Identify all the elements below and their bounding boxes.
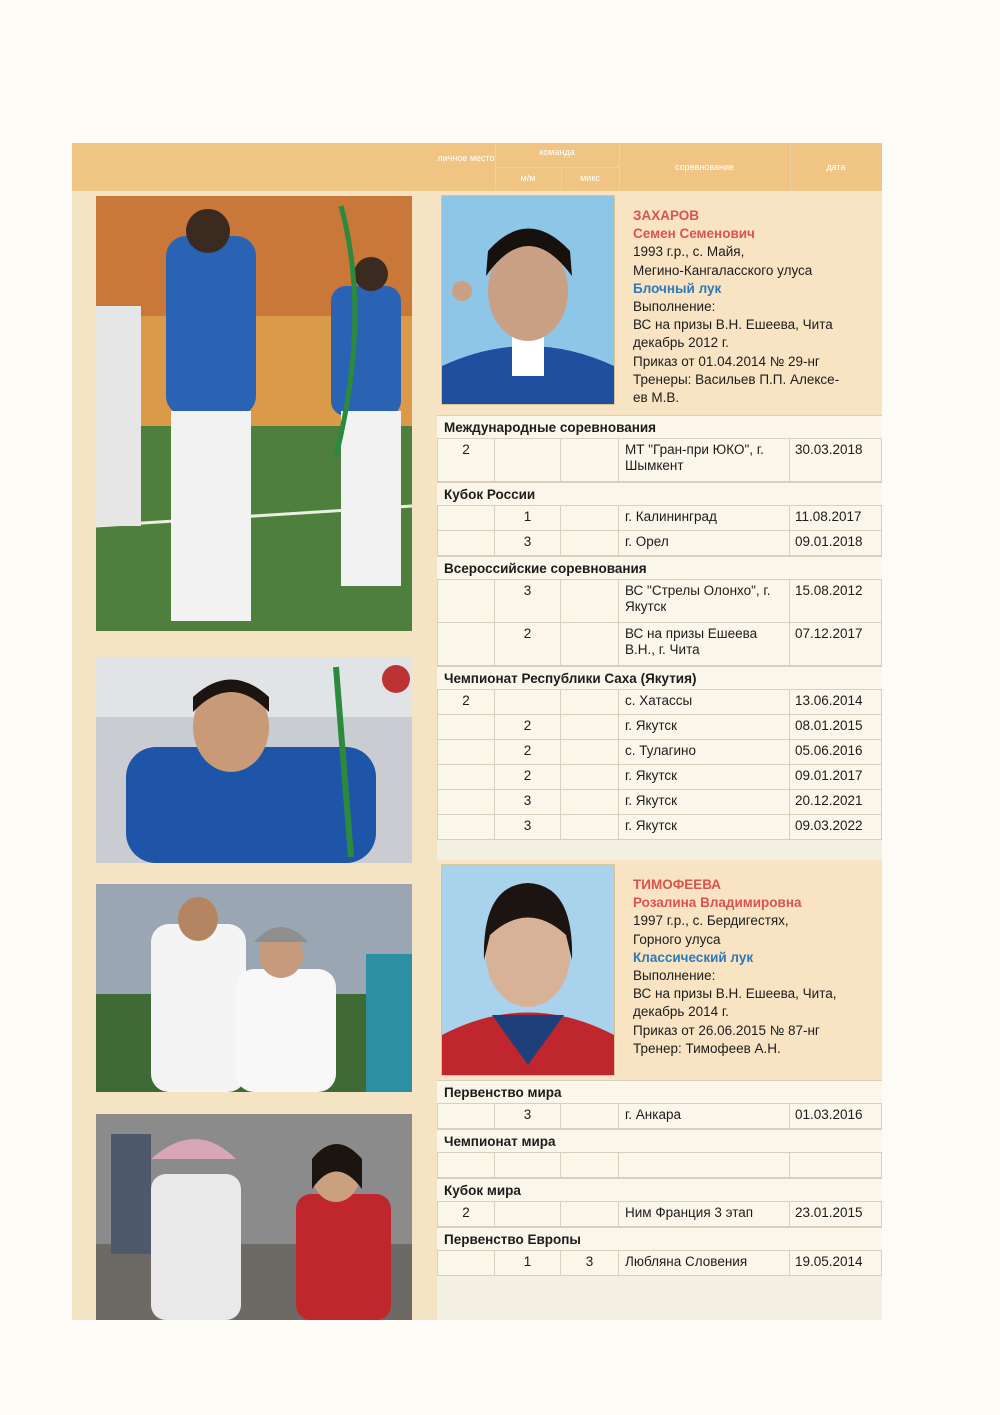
date-cell [790, 1153, 882, 1177]
header-competition: соревнование [674, 162, 735, 172]
table-header [437, 143, 882, 191]
date-cell: 30.03.2018 [790, 439, 882, 481]
team-mm-cell [495, 690, 561, 714]
team-mm-cell: 2 [495, 765, 561, 789]
competition-cell: г. Якутск [619, 815, 790, 839]
table-row [437, 815, 882, 840]
date-cell: 05.06.2016 [790, 740, 882, 764]
team-mm-cell: 2 [495, 740, 561, 764]
bio-text-zakharov [633, 207, 873, 407]
athlete-surname: ЗАХАРОВ [633, 208, 700, 223]
date-cell: 09.01.2017 [790, 765, 882, 789]
athlete-card-zakharov [437, 191, 882, 415]
table-row [437, 690, 882, 715]
results-column [437, 143, 882, 1320]
athlete-born: 1997 г.р., с. Бердигестях, [633, 913, 789, 929]
section-header: Всероссийские соревнования [437, 556, 882, 580]
athlete-coach: Тренеры: Васильев П.П. Алексе- [633, 371, 840, 387]
personal-place-cell: 2 [437, 690, 495, 714]
table-row [437, 1153, 882, 1178]
athlete-perf: ВС на призы В.Н. Ешеева, Чита, [633, 986, 837, 1002]
table-row [437, 740, 882, 765]
date-cell: 09.01.2018 [790, 531, 882, 555]
team-mix-cell [561, 439, 619, 481]
team-mix-cell: 3 [561, 1251, 619, 1275]
header-team-mix: микс [580, 173, 600, 183]
team-mix-cell [561, 790, 619, 814]
competition-cell: Ним Франция 3 этап [619, 1202, 790, 1226]
table-row [437, 580, 882, 623]
header-date: дата [826, 162, 846, 172]
competition-cell: ВС на призы Ешеева В.Н., г. Чита [619, 623, 790, 665]
athlete-perf-label: Выполнение: [633, 299, 716, 315]
photo-archer-aiming [96, 657, 412, 863]
team-mm-cell [495, 439, 561, 481]
competition-cell [619, 1153, 790, 1177]
team-mix-cell [561, 765, 619, 789]
section-header: Кубок России [437, 482, 882, 506]
personal-place-cell: 2 [437, 1202, 495, 1226]
section-header: Международные соревнования [437, 415, 882, 439]
athlete-bow: Классический лук [633, 949, 754, 965]
header-personal-place: личное место [437, 153, 495, 163]
photo-coach-and-archer [96, 884, 412, 1092]
table-row [437, 531, 882, 556]
athlete-born: 1993 г.р., с. Майя, [633, 244, 745, 260]
personal-place-cell [437, 1153, 495, 1177]
team-mix-cell [561, 1104, 619, 1128]
team-mm-cell: 2 [495, 715, 561, 739]
personal-place-cell: 2 [437, 439, 495, 481]
competition-cell: г. Калининград [619, 506, 790, 530]
competition-cell: с. Хатассы [619, 690, 790, 714]
competition-cell: МТ "Гран-при ЮКО", г. Шымкент [619, 439, 790, 481]
photo-archers-training [96, 196, 412, 631]
photo-junior-archers [96, 1114, 412, 1320]
team-mix-cell [561, 531, 619, 555]
team-mix-cell [561, 623, 619, 665]
team-mm-cell [495, 1202, 561, 1226]
date-cell: 11.08.2017 [790, 506, 882, 530]
section-header: Чемпионат мира [437, 1129, 882, 1153]
section-header: Кубок мира [437, 1178, 882, 1202]
team-mm-cell [495, 1153, 561, 1177]
personal-place-cell [437, 715, 495, 739]
competition-cell: г. Орел [619, 531, 790, 555]
header-team-mm: м/м [520, 173, 536, 183]
team-mm-cell: 1 [495, 1251, 561, 1275]
left-header-band [72, 143, 437, 191]
competition-cell: ВС "Стрелы Олонхо", г. Якутск [619, 580, 790, 622]
date-cell: 01.03.2016 [790, 1104, 882, 1128]
athlete-perf-date: декабрь 2012 г. [633, 335, 729, 351]
team-mix-cell [561, 715, 619, 739]
table-row [437, 439, 882, 482]
team-mm-cell: 2 [495, 623, 561, 665]
date-cell: 09.03.2022 [790, 815, 882, 839]
personal-place-cell [437, 506, 495, 530]
team-mm-cell: 3 [495, 790, 561, 814]
team-mm-cell: 3 [495, 815, 561, 839]
date-cell: 07.12.2017 [790, 623, 882, 665]
competition-cell: г. Анкара [619, 1104, 790, 1128]
table-row [437, 623, 882, 666]
athlete-coach-cont: ев М.В. [633, 390, 680, 406]
competition-cell: г. Якутск [619, 715, 790, 739]
date-cell: 20.12.2021 [790, 790, 882, 814]
table-row [437, 1104, 882, 1129]
personal-place-cell [437, 623, 495, 665]
personal-place-cell [437, 531, 495, 555]
page [72, 143, 882, 1320]
photo-column [72, 143, 437, 1320]
team-mm-cell: 1 [495, 506, 561, 530]
athlete-perf-date: декабрь 2014 г. [633, 1004, 729, 1020]
athlete-coach: Тренер: Тимофеев А.Н. [633, 1040, 781, 1056]
personal-place-cell [437, 1104, 495, 1128]
team-mix-cell [561, 580, 619, 622]
team-mix-cell [561, 690, 619, 714]
athlete-born-region: Горного улуса [633, 931, 721, 947]
competition-cell: Любляна Словения [619, 1251, 790, 1275]
personal-place-cell [437, 580, 495, 622]
table-row [437, 506, 882, 531]
personal-place-cell [437, 740, 495, 764]
personal-place-cell [437, 1251, 495, 1275]
athlete-born-region: Мегино-Кангаласского улуса [633, 262, 813, 278]
team-mix-cell [561, 740, 619, 764]
personal-place-cell [437, 815, 495, 839]
athlete-card-timofeeva [437, 860, 882, 1080]
athlete-name: Розалина Владимировна [633, 895, 802, 911]
date-cell: 13.06.2014 [790, 690, 882, 714]
personal-place-cell [437, 790, 495, 814]
athlete-order: Приказ от 01.04.2014 № 29-нг [633, 353, 820, 369]
date-cell: 23.01.2015 [790, 1202, 882, 1226]
date-cell: 15.08.2012 [790, 580, 882, 622]
athlete-name: Семен Семенович [633, 226, 755, 242]
section-header: Чемпионат Республики Саха (Якутия) [437, 666, 882, 690]
athlete-perf: ВС на призы В.Н. Ешеева, Чита [633, 317, 833, 333]
competition-cell: с. Тулагино [619, 740, 790, 764]
header-team: команда [539, 147, 575, 157]
athlete-bow: Блочный лук [633, 280, 722, 296]
athlete-order: Приказ от 26.06.2015 № 87-нг [633, 1022, 820, 1038]
team-mm-cell: 3 [495, 1104, 561, 1128]
table-row [437, 765, 882, 790]
team-mm-cell: 3 [495, 580, 561, 622]
athlete-surname: ТИМОФЕЕВА [633, 877, 722, 892]
athlete-perf-label: Выполнение: [633, 968, 716, 984]
team-mix-cell [561, 1202, 619, 1226]
date-cell: 08.01.2015 [790, 715, 882, 739]
team-mix-cell [561, 1153, 619, 1177]
portrait-timofeeva [441, 864, 615, 1076]
table-row [437, 715, 882, 740]
competition-cell: г. Якутск [619, 765, 790, 789]
team-mm-cell: 3 [495, 531, 561, 555]
table-row [437, 790, 882, 815]
competition-cell: г. Якутск [619, 790, 790, 814]
date-cell: 19.05.2014 [790, 1251, 882, 1275]
team-mix-cell [561, 815, 619, 839]
bio-text-timofeeva [633, 876, 873, 1058]
table-row [437, 1251, 882, 1276]
personal-place-cell [437, 765, 495, 789]
section-header: Первенство Европы [437, 1227, 882, 1251]
portrait-zakharov [441, 195, 615, 405]
section-header: Первенство мира [437, 1080, 882, 1104]
table-row [437, 1202, 882, 1227]
team-mix-cell [561, 506, 619, 530]
